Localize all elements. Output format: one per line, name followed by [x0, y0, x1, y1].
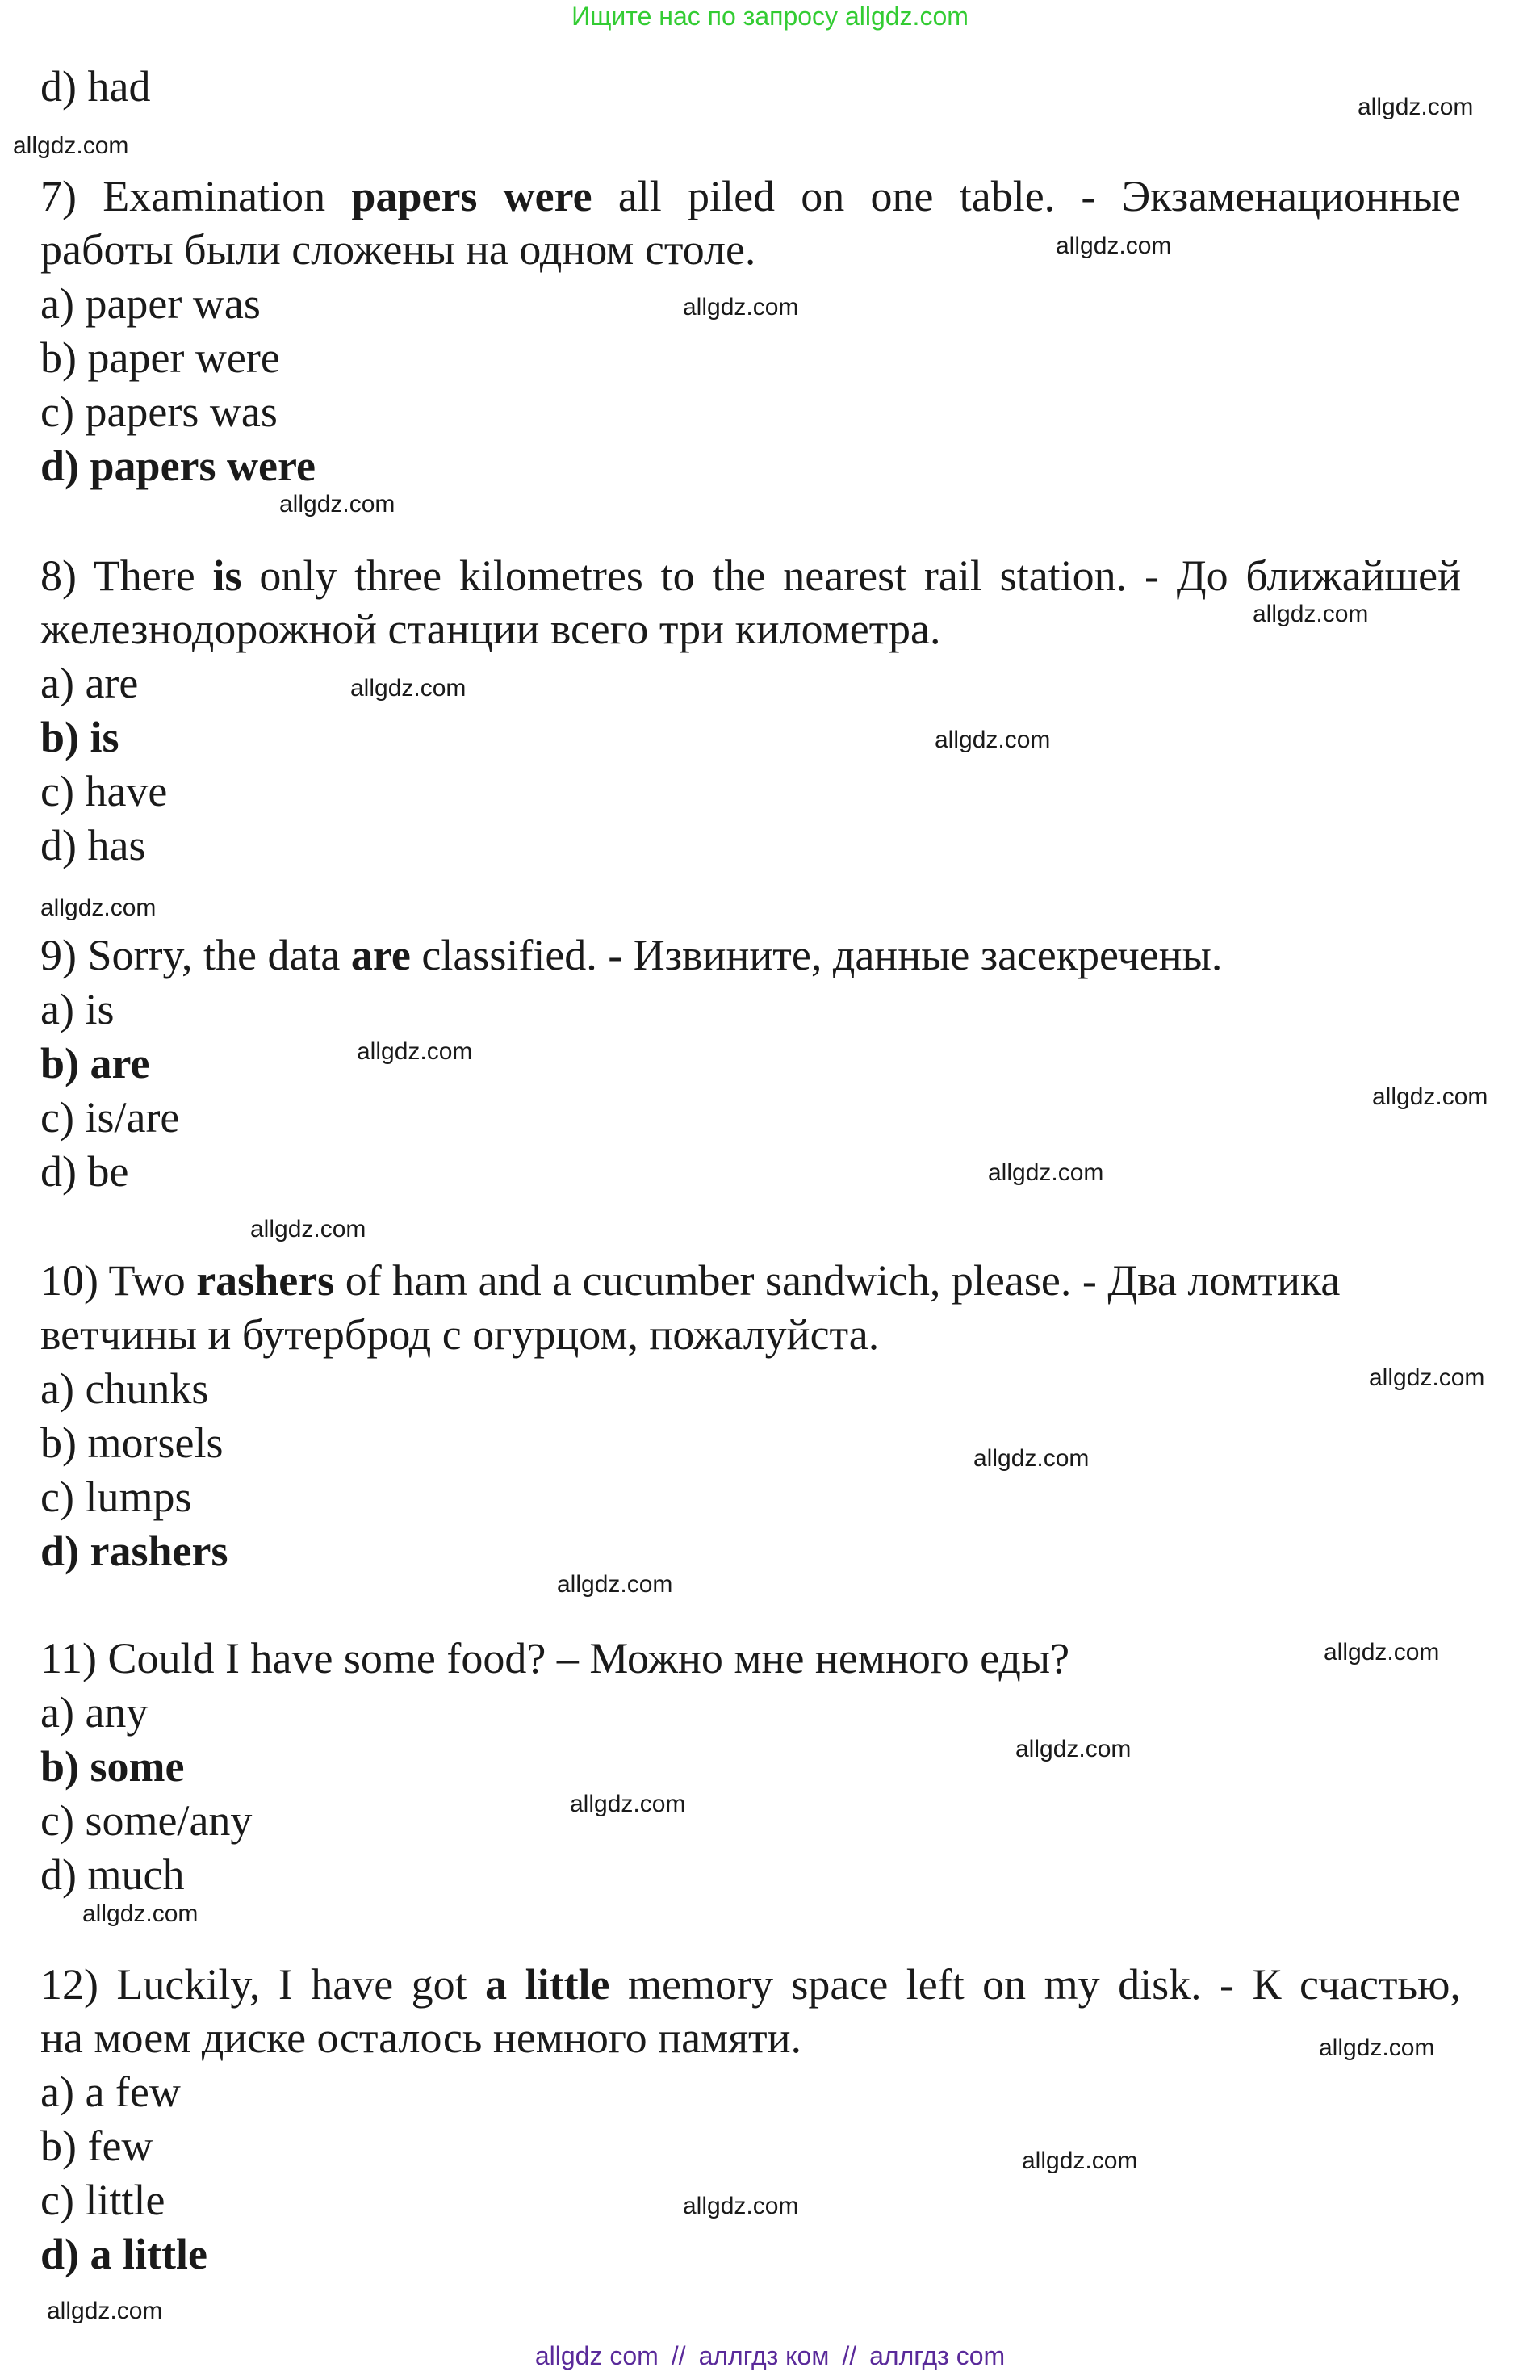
q8-text-pre: 8) There	[40, 551, 213, 600]
q10-text-pre: 10) Two	[40, 1256, 197, 1305]
q11-option-a: a) any	[40, 1688, 149, 1737]
q10-question	[40, 1254, 1340, 1307]
q12-option-c: c) little	[40, 2176, 165, 2224]
watermark: allgdz.com	[1358, 94, 1474, 120]
q12-option-d-answer: d) a little	[40, 2230, 207, 2278]
watermark: allgdz.com	[40, 895, 157, 921]
q10-option-c: c) lumps	[40, 1473, 192, 1521]
q8-option-b-answer: b) is	[40, 713, 119, 761]
footer-separator: //	[842, 2341, 857, 2370]
footer-link-allgdz-com-ru[interactable]: аллгдз com	[869, 2341, 1006, 2370]
q9-text-pre: 9) Sorry, the data	[40, 931, 351, 979]
watermark: allgdz.com	[1253, 601, 1369, 627]
watermark: allgdz.com	[1324, 1639, 1440, 1666]
watermark: allgdz.com	[683, 2193, 799, 2219]
q10-option-a: a) chunks	[40, 1364, 209, 1413]
q7-text-pre: 7) Examination	[40, 172, 352, 220]
q11-option-d: d) much	[40, 1850, 185, 1899]
watermark: allgdz.com	[13, 132, 129, 159]
watermark: allgdz.com	[1056, 233, 1172, 259]
watermark: allgdz.com	[1015, 1736, 1132, 1762]
q12-translation: на моем диске осталось немного памяти.	[40, 2013, 802, 2062]
q8-option-c: c) have	[40, 767, 168, 815]
q9-option-d: d) be	[40, 1147, 129, 1196]
q7-question	[40, 170, 1461, 223]
watermark: allgdz.com	[82, 1900, 199, 1927]
footer-link-allgdz-ru[interactable]: аллгдз ком	[698, 2341, 830, 2370]
q7-text-post: all piled on one table. - Экзаменационные	[592, 172, 1461, 220]
top-banner[interactable]: Ищите нас по запросу allgdz.com	[571, 2, 969, 31]
q10-option-b: b) morsels	[40, 1418, 224, 1467]
q7-translation: работы были сложены на одном столе.	[40, 225, 756, 274]
q7-option-a: a) paper was	[40, 279, 261, 328]
footer-link-allgdz[interactable]: allgdz com	[534, 2341, 659, 2370]
q11-option-c: c) some/any	[40, 1796, 253, 1845]
watermark: allgdz.com	[557, 1571, 673, 1598]
q12-option-a: a) a few	[40, 2068, 181, 2116]
q9-text-bold: are	[350, 931, 411, 979]
q12-option-b: b) few	[40, 2122, 153, 2170]
q11-question: 11) Could I have some food? – Можно мне немного еды?	[40, 1634, 1070, 1682]
q8-translation: железнодорожной станции всего три километра.	[40, 605, 941, 653]
watermark: allgdz.com	[357, 1038, 473, 1065]
watermark: allgdz.com	[279, 491, 395, 517]
watermark: allgdz.com	[1319, 2034, 1435, 2061]
watermark: allgdz.com	[1372, 1083, 1488, 1110]
q12-question	[40, 1958, 1461, 2011]
footer-separator: //	[671, 2341, 686, 2370]
q10-translation: ветчины и бутерброд с огурцом, пожалуйста.	[40, 1310, 880, 1359]
q9-question	[40, 928, 1222, 982]
watermark: allgdz.com	[973, 1445, 1090, 1472]
q6-option-d: d) had	[40, 62, 151, 111]
watermark: allgdz.com	[1022, 2147, 1138, 2174]
q7-text-bold: papers were	[351, 172, 592, 220]
watermark: allgdz.com	[988, 1159, 1104, 1186]
q8-option-a: a) are	[40, 659, 139, 707]
watermark: allgdz.com	[47, 2298, 163, 2324]
watermark: allgdz.com	[250, 1216, 366, 1242]
q12-text-post: memory space left on my disk. - К счастью,	[609, 1960, 1461, 2009]
q7-option-c: c) papers was	[40, 388, 278, 436]
q8-question	[40, 549, 1461, 602]
bottom-banner	[0, 2338, 1540, 2374]
q9-text-post: classified. - Извините, данные засекречены.	[410, 931, 1223, 979]
q10-text-post: of ham and a cucumber sandwich, please. - Два ломтика	[334, 1256, 1341, 1305]
q10-text-bold: rashers	[196, 1256, 335, 1305]
watermark: allgdz.com	[683, 294, 799, 321]
watermark: allgdz.com	[570, 1791, 686, 1817]
q12-text-pre: 12) Luckily, I have got	[40, 1960, 486, 2009]
q9-option-b-answer: b) are	[40, 1039, 150, 1087]
q8-text-post: only three kilometres to the nearest rail station. - До ближайшей	[241, 551, 1462, 600]
q9-option-c: c) is/are	[40, 1093, 180, 1142]
q12-text-bold: a little	[485, 1960, 610, 2009]
q10-option-d-answer: d) rashers	[40, 1527, 228, 1575]
q7-option-b: b) paper were	[40, 333, 280, 382]
watermark: allgdz.com	[935, 727, 1051, 753]
watermark: allgdz.com	[1369, 1364, 1485, 1391]
q11-option-b-answer: b) some	[40, 1742, 185, 1791]
q8-text-bold: is	[212, 551, 242, 600]
q9-option-a: a) is	[40, 985, 115, 1033]
watermark: allgdz.com	[350, 675, 467, 702]
q8-option-d: d) has	[40, 821, 146, 869]
q7-option-d-answer: d) papers were	[40, 442, 316, 490]
